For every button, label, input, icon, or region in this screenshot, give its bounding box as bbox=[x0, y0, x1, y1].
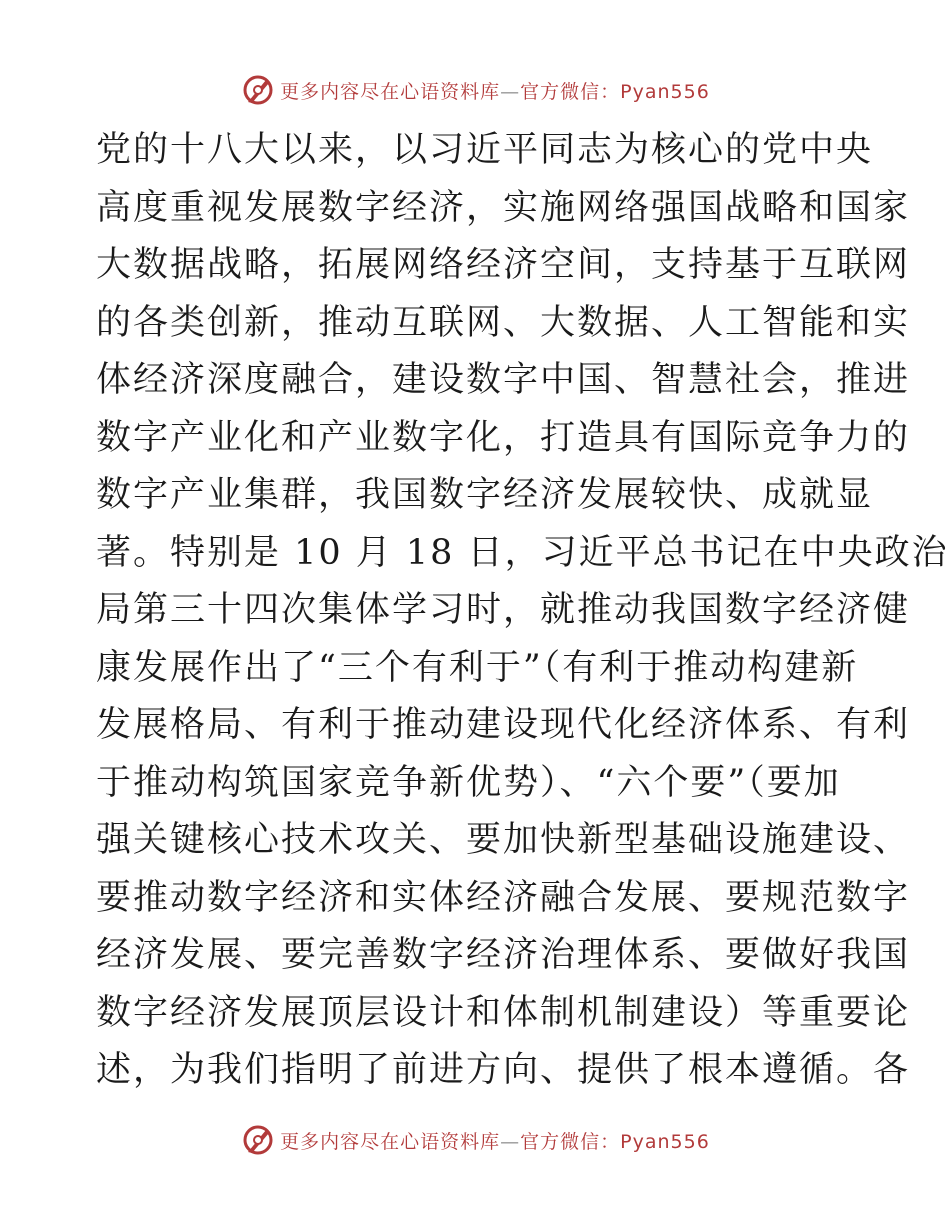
text-line: 党的十八大以来，以习近平同志为核心的党中央 bbox=[96, 130, 874, 170]
watermark-separator: — bbox=[500, 1130, 521, 1153]
text-line: 数字产业化和产业数字化，打造具有国际竞争力的 bbox=[96, 417, 911, 458]
quill-seal-icon bbox=[240, 72, 276, 108]
watermark-wechat: 官方微信：Pyan556 bbox=[520, 80, 710, 103]
watermark-main: 更多内容尽在心语资料库 bbox=[280, 80, 501, 103]
watermark-text bbox=[280, 77, 710, 104]
text-line: 大数据战略，拓展网络经济空间，支持基于互联网 bbox=[96, 245, 911, 285]
text-line: 于推动构筑国家竞争新优势）、“六个要”（要加 bbox=[96, 762, 841, 803]
watermark-main: 更多内容尽在心语资料库 bbox=[280, 1130, 501, 1153]
quill-seal-icon bbox=[240, 1122, 276, 1158]
text-line: 局第三十四次集体学习时，就推动我国数字经济健 bbox=[96, 590, 911, 630]
text-line: 要推动数字经济和实体经济融合发展、要规范数字 bbox=[96, 877, 911, 918]
text-line: 强关键核心技术攻关、要加快新型基础设施建设、 bbox=[96, 820, 911, 860]
footer-watermark bbox=[0, 1120, 950, 1160]
text-line: 发展格局、有利于推动建设现代化经济体系、有利 bbox=[96, 705, 911, 745]
text-line: 高度重视发展数字经济，实施网络强国战略和国家 bbox=[96, 187, 911, 228]
watermark-wechat: 官方微信：Pyan556 bbox=[520, 1130, 710, 1153]
text-line: 数字经济发展顶层设计和体制机制建设）等重要论 bbox=[96, 992, 911, 1033]
text-line: 的各类创新，推动互联网、大数据、人工智能和实 bbox=[96, 302, 911, 343]
header-watermark bbox=[0, 70, 950, 110]
text-line: 康发展作出了“三个有利于”（有利于推动构建新 bbox=[96, 647, 859, 688]
text-line: 体经济深度融合，建设数字中国、智慧社会，推进 bbox=[96, 360, 911, 400]
text-line: 述，为我们指明了前进方向、提供了根本遵循。各 bbox=[96, 1050, 911, 1090]
text-line: 经济发展、要完善数字经济治理体系、要做好我国 bbox=[96, 935, 911, 975]
document-body bbox=[96, 122, 949, 1100]
watermark-separator: — bbox=[500, 80, 521, 103]
text-line: 数字产业集群，我国数字经济发展较快、成就显 bbox=[96, 475, 874, 515]
watermark-text bbox=[280, 1127, 710, 1154]
text-line: 著。特别是 10 月 18 日，习近平总书记在中央政治 bbox=[96, 532, 949, 573]
